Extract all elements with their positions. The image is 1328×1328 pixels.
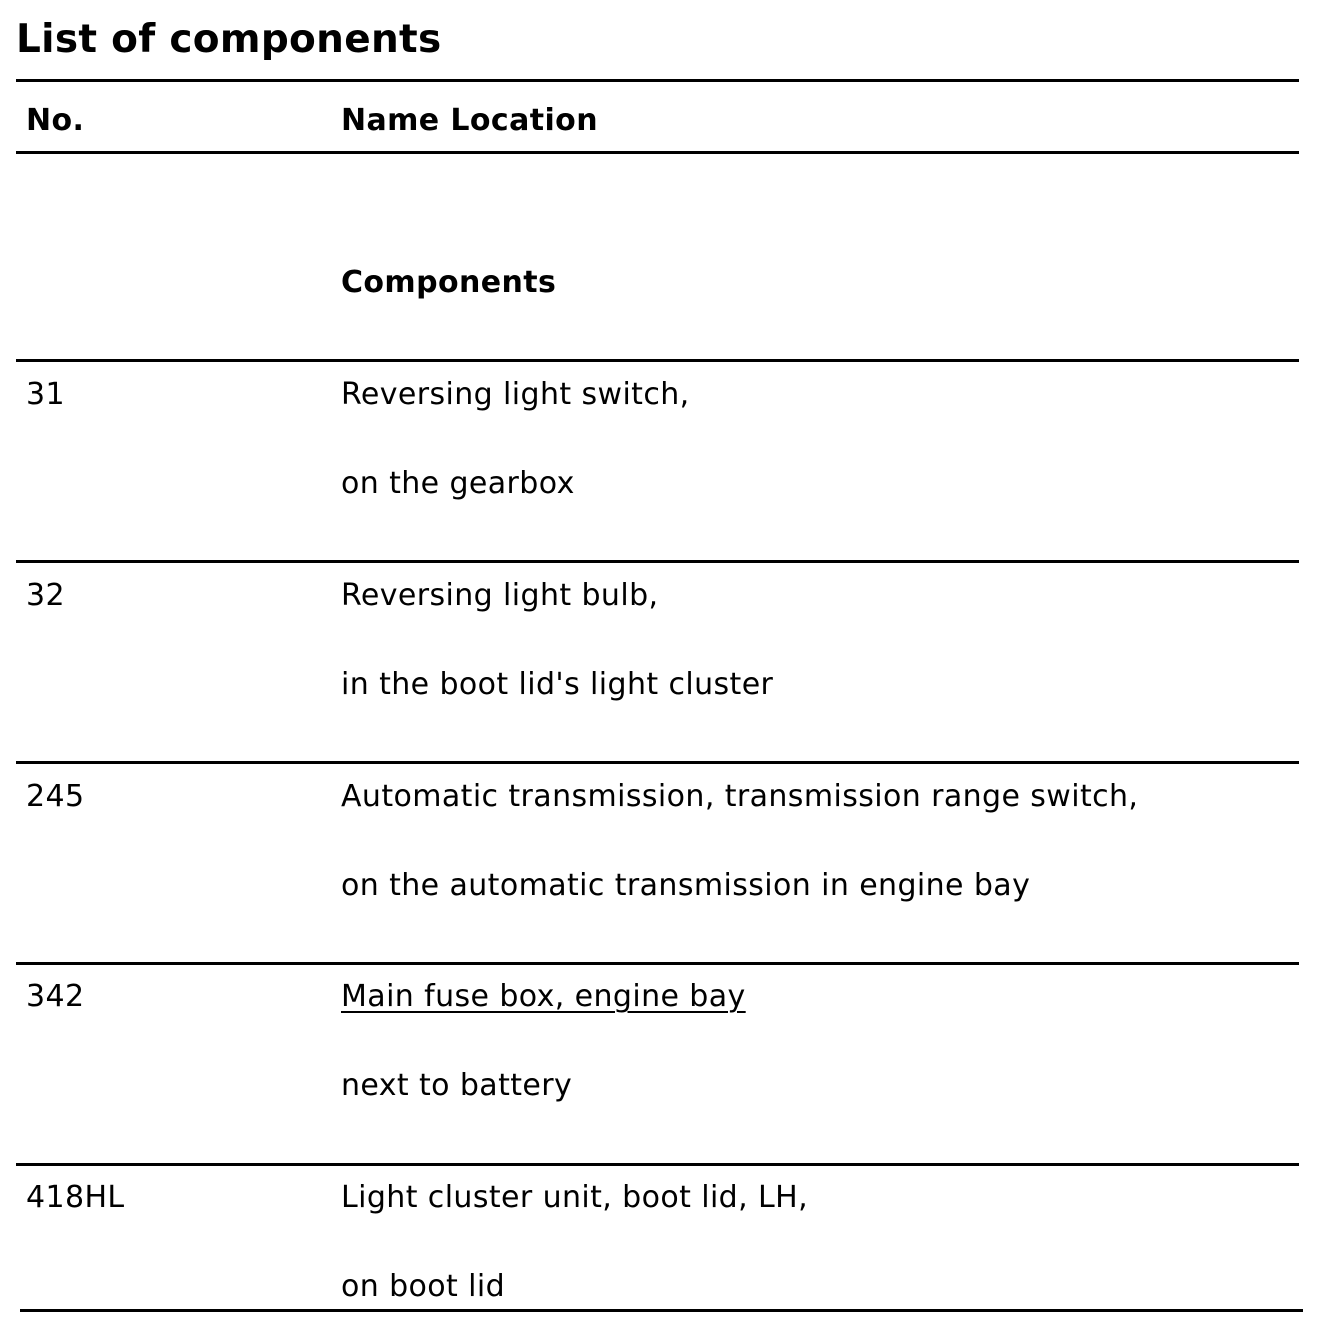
component-name-link[interactable]: Main fuse box, engine bay — [341, 979, 746, 1014]
page-title: List of components — [16, 17, 442, 62]
component-name: Reversing light switch, — [341, 377, 690, 412]
component-number: 31 — [26, 377, 65, 412]
header-no: No. — [26, 103, 85, 138]
table-bottom-rule — [20, 1309, 1303, 1312]
component-number: 32 — [26, 578, 65, 613]
header-name-location: Name Location — [341, 103, 598, 138]
component-name: Reversing light bulb, — [341, 578, 659, 613]
component-number: 418HL — [26, 1180, 125, 1215]
title-divider — [16, 79, 1299, 82]
component-location: in the boot lid's light cluster — [341, 667, 774, 702]
row-divider — [16, 359, 1299, 362]
row-divider — [16, 962, 1299, 965]
row-divider — [16, 761, 1299, 764]
component-location: next to battery — [341, 1068, 573, 1103]
header-divider — [16, 151, 1299, 154]
component-number: 342 — [26, 979, 85, 1014]
component-name: Light cluster unit, boot lid, LH, — [341, 1180, 809, 1215]
component-number: 245 — [26, 779, 85, 814]
component-location: on the gearbox — [341, 466, 575, 501]
component-name: Automatic transmission, transmission range switch, — [341, 779, 1139, 814]
section-heading: Components — [341, 265, 557, 300]
component-location: on boot lid — [341, 1269, 506, 1304]
row-divider — [16, 560, 1299, 563]
component-location: on the automatic transmission in engine bay — [341, 868, 1031, 903]
row-divider — [16, 1163, 1299, 1166]
